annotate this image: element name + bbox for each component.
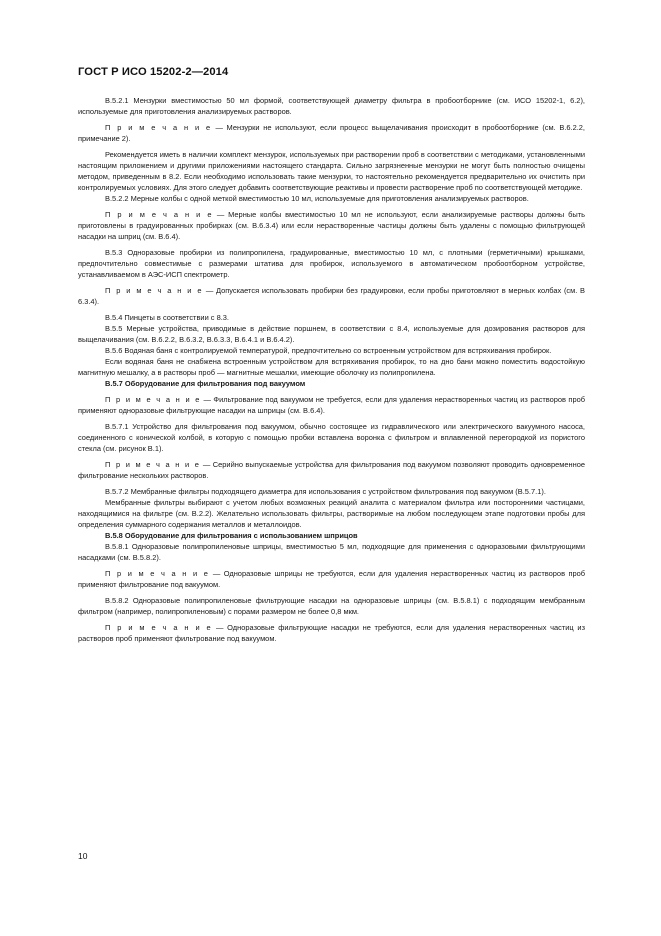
section-heading: B.5.7 Оборудование для фильтрования под вакуумом [105,379,306,388]
note-text: — Мерные колбы вместимостью 10 мл не используют, если анализируемые растворы должны быть приготовлены в градуированных пробирках (см. B.6.3.4) или если нерастворенные частицы должны быть удалены с помощью фильтрующей насадки на шприц (см. B.6.4). [78,210,585,241]
paragraph: B.5.6 Водяная баня с контролируемой температурой, предпочтительно со встроенным устройством для встряхивания пробирок. [105,346,552,355]
note-text: — Фильтрование под вакуумом не требуется, если для удаления нерастворенных частиц из растворов проб применяют одноразовые фильтрующие насадки на шприцы (см. B.6.4). [78,395,585,415]
note-label: П р и м е ч а н и е [105,569,210,578]
note-paragraph [78,459,585,481]
paragraph: B.5.2.1 Мензурки вместимостью 50 мл формой, соответствующей диаметру фильтра в пробоотборнике (см. ИСО 15202-1, 6.2), используемые для приготовления анализируемых растворов. [78,96,585,116]
section-heading: B.5.8 Оборудование для фильтрования с использованием шприцов [105,531,358,540]
paragraph: B.5.5 Мерные устройства, приводимые в действие поршнем, в соответствии с 8.4, используемые для дозирования растворов для выщелачивания (см. B.6.2.2, B.6.3.2, B.6.3.3, B.6.4.1 и B.6.4.2). [78,324,585,344]
note-paragraph [78,622,585,644]
note-paragraph [78,122,585,144]
paragraph: Если водяная баня не снабжена встроенным устройством для встряхивания пробирок, то на дно бани можно поместить водостойкую магнитную мешалку, а в растворы проб — магнитные мешалки, имеющие оболочку из полипропилена. [78,357,585,377]
note-paragraph [78,568,585,590]
note-paragraph [78,394,585,416]
note-label: П р и м е ч а н и е [105,286,204,295]
note-text: — Допускается использовать пробирки без градуировки, если пробы приготовляют в мерных колбах (см. B 6.3.4). [78,286,586,306]
paragraph: Рекомендуется иметь в наличии комплект мензурок, используемых при растворении проб в соответствии с методиками, установленными настоящим приложением и другими приложениями настоящего стандарта. Сильно загрязненные мензурки не могут быть полностью очищены методом, приведенным в 8.2. Если необходимо использовать такие мензурки, то настоятельно рекомендуется предварительно их очистить при контролируемых условиях. Для этого следует добавить соответствующие реактивы и провести растворение проб по соответствующей методике. [78,150,585,192]
document-body [78,95,585,644]
paragraph: B.5.3 Одноразовые пробирки из полипропилена, градуированные, вместимостью 10 мл, с плотными (герметичными) крышками, предпочтительно совместимые с размерами штатива для пробирок, используемого в автоматическом пробоотборном устройстве, устанавливаемом в АЭС-ИСП спектрометр. [78,248,585,279]
paragraph: B.5.4 Пинцеты в соответствии с 8.3. [105,313,229,322]
note-paragraph [78,285,585,307]
note-label: П р и м е ч а н и е [105,395,202,404]
paragraph: B.5.2.2 Мерные колбы с одной меткой вместимостью 10 мл, используемые для приготовления анализируемых растворов. [105,194,529,203]
paragraph: Мембранные фильтры выбирают с учетом любых возможных реакций аналита с материалом фильтра или посторонними частицами, находящимися на фильтре (см. B.2.2). Желательно использовать фильтры, растворимые на любом последующем этапе подготовки пробы для определения суммарного содержания металлов и металлоидов. [78,498,585,529]
paragraph: B.5.7.1 Устройство для фильтрования под вакуумом, обычно состоящее из гидравлического или электрического вакуумного насоса, соединенного с конической колбой, в которую с помощью пробки вставлена воронка с фильтром и вплавленной перегородкой из пористого стекла (см. рисунок B.1). [78,422,585,453]
document-header: ГОСТ Р ИСО 15202-2—2014 [78,66,229,78]
note-label: П р и м е ч а н и е [105,460,201,469]
note-text: — Серийно выпускаемые устройства для фильтрования под вакуумом позволяют проводить одновременное фильтрование нескольких растворов. [78,460,585,480]
note-label: П р и м е ч а н и е [105,210,214,219]
paragraph: B.5.8.1 Одноразовые полипропиленовые шприцы, вместимостью 5 мл, подходящие для применения с одноразовыми фильтрующими насадками (см. B.5.8.2). [78,542,585,562]
note-text: — Одноразовые шприцы не требуются, если для удаления нерастворенных частиц из растворов проб применяют фильтрование под вакуумом. [78,569,586,589]
note-label: П р и м е ч а н и е [105,123,212,132]
paragraph: B.5.8.2 Одноразовые полипропиленовые фильтрующие насадки на одноразовые шприцы (см. B.5.8.1) с подходящим мембранным фильтром (например, полипропиленовым) с порами размером не более 0,8 мкм. [78,596,585,616]
note-label: П р и м е ч а н и е [105,623,213,632]
note-paragraph [78,209,585,242]
note-text: — Одноразовые фильтрующие насадки не требуются, если для удаления нерастворенных частиц из растворов проб применяют фильтрование под вакуумом. [78,623,585,643]
page-number: 10 [78,851,88,861]
note-text: — Мензурки не используют, если процесс выщелачивания происходит в пробоотборнике (см. B.6.2.2, примечание 2). [78,123,585,143]
paragraph: B.5.7.2 Мембранные фильтры подходящего диаметра для использования с устройством фильтрования под вакуумом (B.5.7.1). [105,487,546,496]
